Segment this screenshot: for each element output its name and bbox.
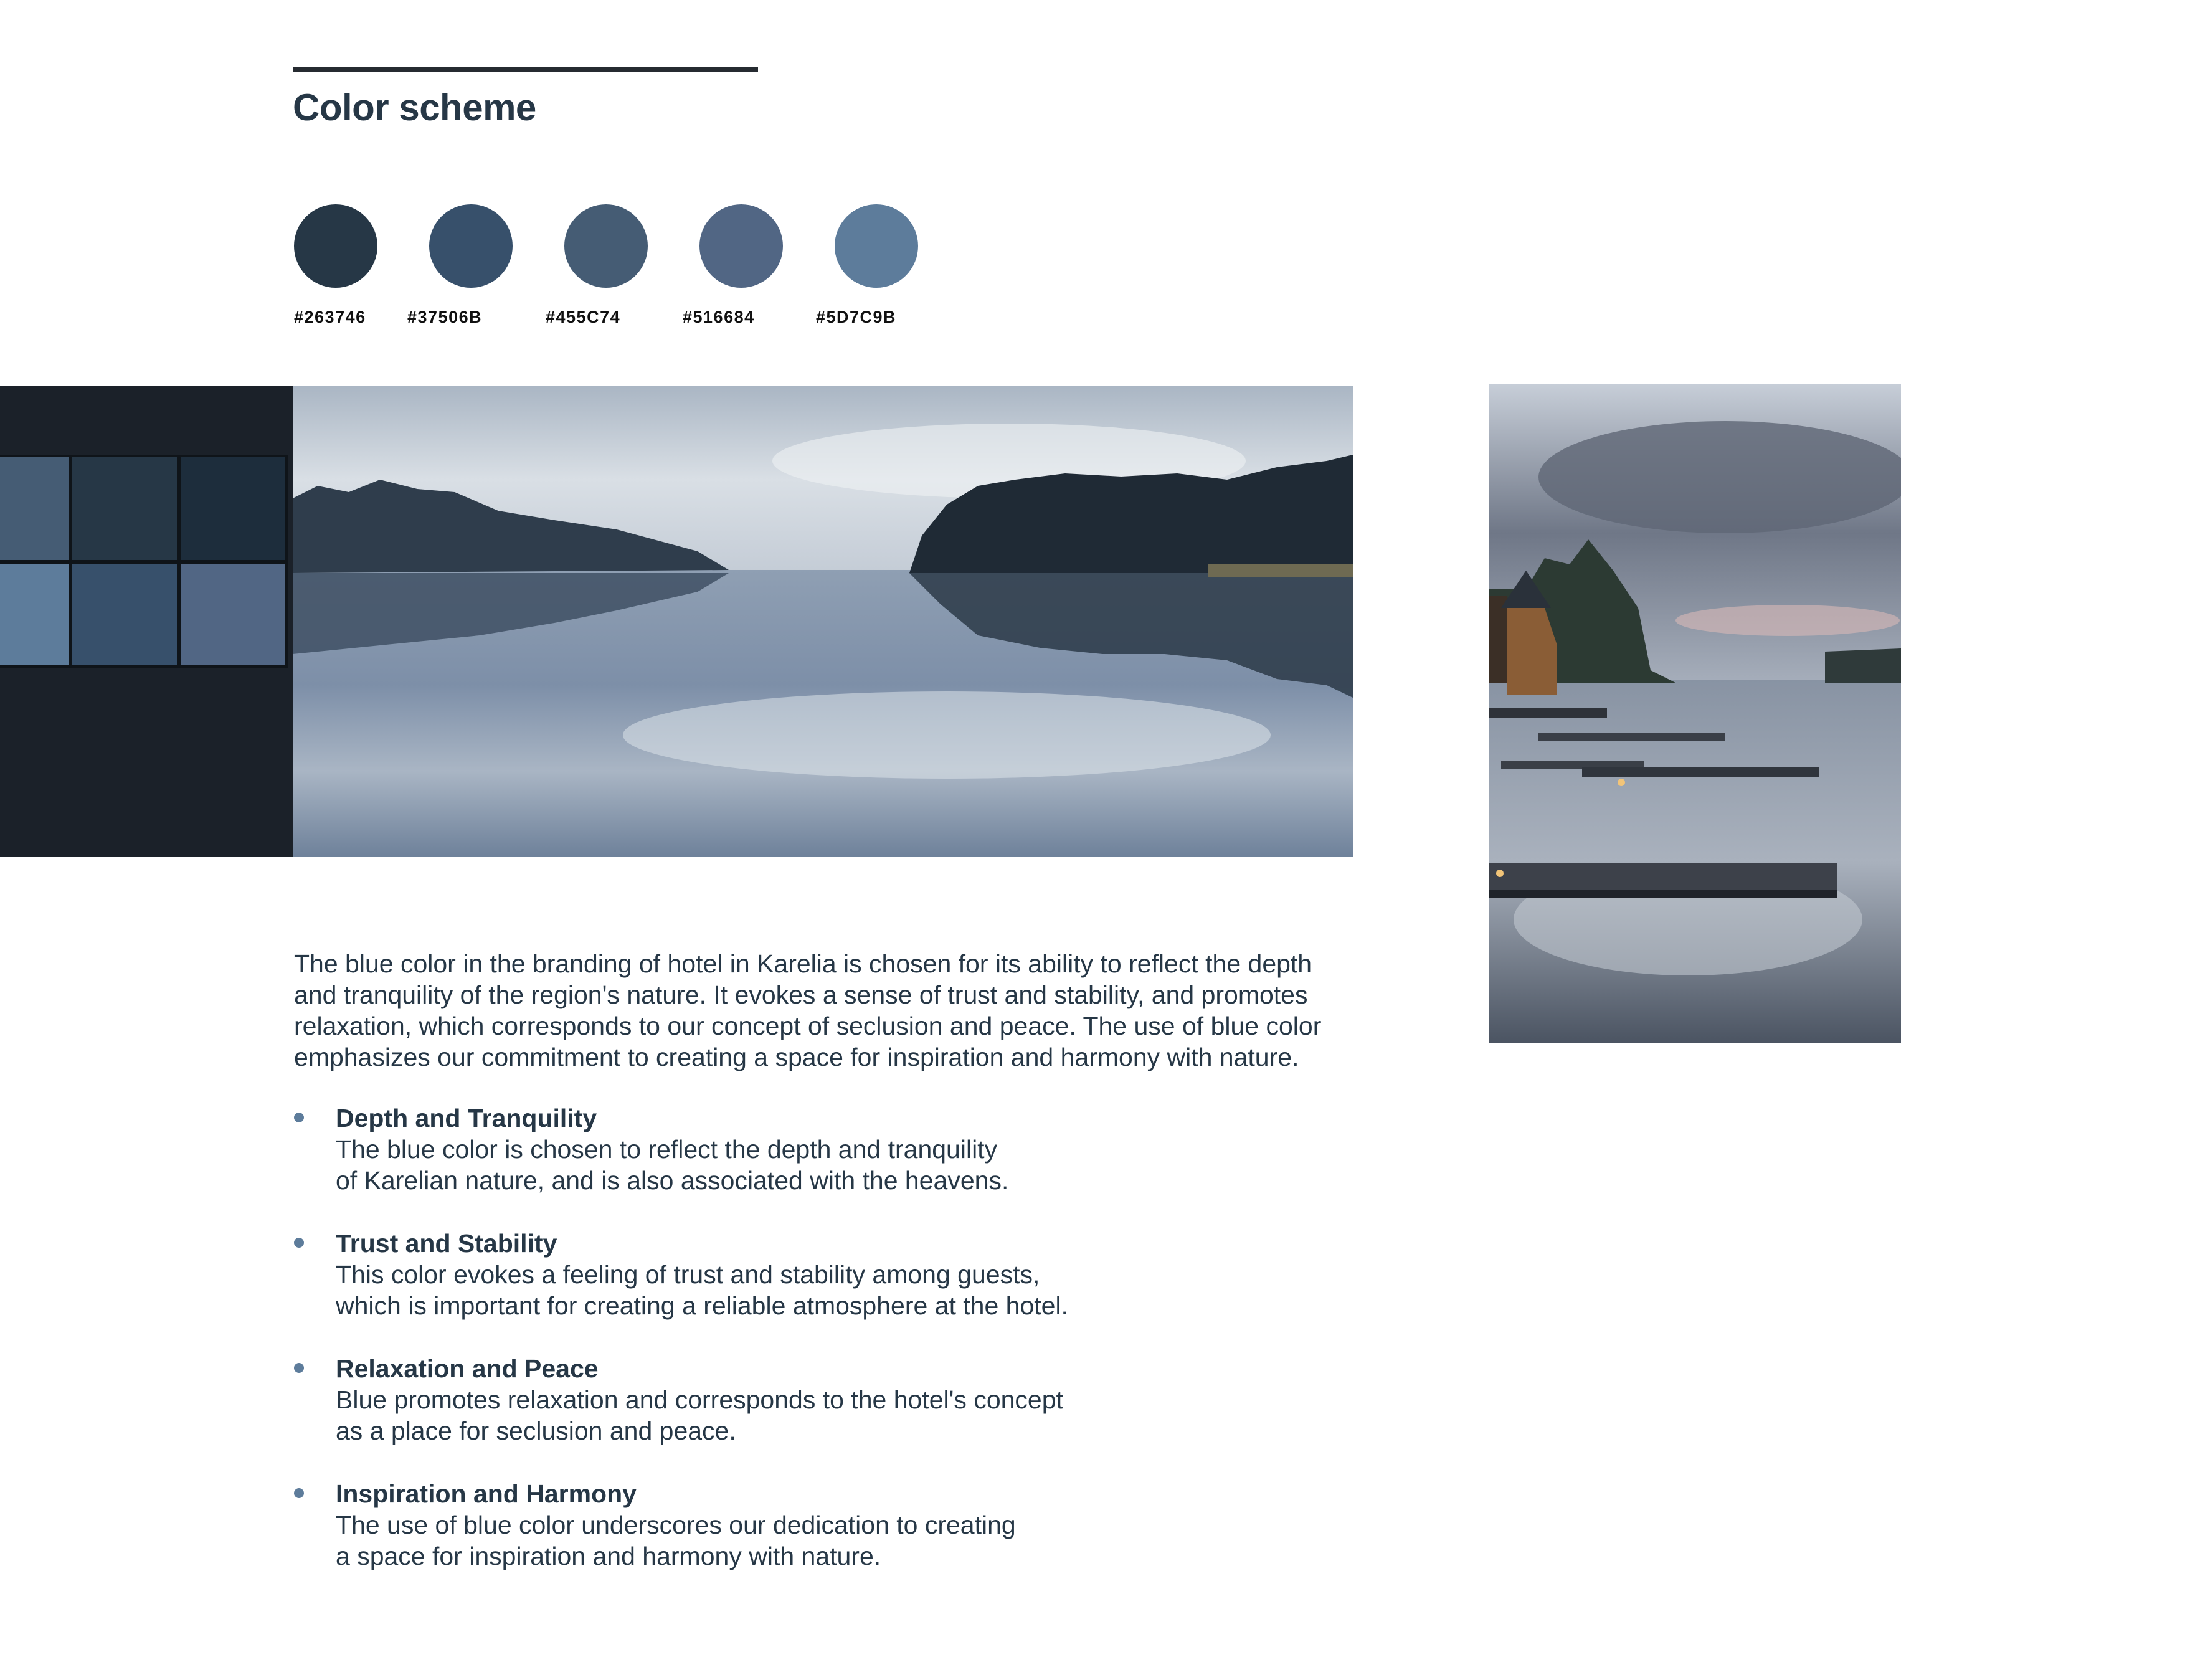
mosaic-tile <box>181 564 285 665</box>
swatch-4 <box>699 204 783 288</box>
list-item-text: of Karelian nature, and is also associated with the heavens. <box>336 1166 1009 1195</box>
list-item-text: which is important for creating a reliable atmosphere at the hotel. <box>336 1291 1068 1320</box>
list-item-text: The blue color is chosen to reflect the depth and tranquility <box>336 1135 998 1164</box>
bullet-icon <box>294 1363 304 1373</box>
swatch-2-hex: #37506B <box>407 308 483 326</box>
list-item-text: This color evokes a feeling of trust and stability among guests, <box>336 1260 1040 1289</box>
list-item <box>294 1353 1228 1446</box>
list-item-text: a space for inspiration and harmony with nature. <box>336 1542 881 1570</box>
color-tile-mosaic <box>0 455 288 668</box>
intro-line: emphasizes our commitment to creating a space for inspiration and harmony with nature. <box>294 1043 1299 1071</box>
title-rule <box>293 67 758 72</box>
mosaic-tile <box>0 457 69 560</box>
bullet-icon <box>294 1113 304 1122</box>
bullet-icon <box>294 1238 304 1248</box>
mosaic-tile <box>0 564 69 665</box>
swatch-5-hex: #5D7C9B <box>816 308 897 326</box>
list-item-text: Blue promotes relaxation and corresponds to the hotel's concept <box>336 1385 1063 1414</box>
intro-line: relaxation, which corresponds to our concept of seclusion and peace. The use of blue color <box>294 1012 1322 1040</box>
list-item <box>294 1478 1228 1572</box>
list-item-text: The use of blue color underscores our dedication to creating <box>336 1511 1016 1539</box>
swatch-1 <box>294 204 377 288</box>
bullet-icon <box>294 1488 304 1498</box>
list-item-title: Inspiration and Harmony <box>336 1479 637 1508</box>
list-item-text: as a place for seclusion and peace. <box>336 1417 736 1445</box>
swatch-3-hex: #455C74 <box>546 308 621 326</box>
mosaic-tile <box>181 457 285 560</box>
lake-panorama-photo <box>293 386 1353 857</box>
page-title: Color scheme <box>293 87 536 128</box>
dock-cabins-photo <box>1489 384 1901 1043</box>
intro-line: The blue color in the branding of hotel in Karelia is chosen for its ability to reflect the depth <box>294 949 1312 978</box>
list-item-title: Trust and Stability <box>336 1229 557 1258</box>
list-item <box>294 1228 1228 1321</box>
swatch-4-hex: #516684 <box>683 308 755 326</box>
mosaic-tile <box>72 457 177 560</box>
list-item-title: Relaxation and Peace <box>336 1354 599 1383</box>
values-list <box>294 1103 1228 1603</box>
list-item-title: Depth and Tranquility <box>336 1104 597 1132</box>
intro-line: and tranquility of the region's nature. It evokes a sense of trust and stability, and promotes <box>294 980 1308 1009</box>
mosaic-tile <box>72 564 177 665</box>
swatch-2 <box>429 204 513 288</box>
swatch-5 <box>835 204 918 288</box>
swatch-3 <box>564 204 648 288</box>
swatch-1-hex: #263746 <box>294 308 366 326</box>
list-item <box>294 1103 1228 1196</box>
intro-paragraph <box>294 948 1365 1073</box>
